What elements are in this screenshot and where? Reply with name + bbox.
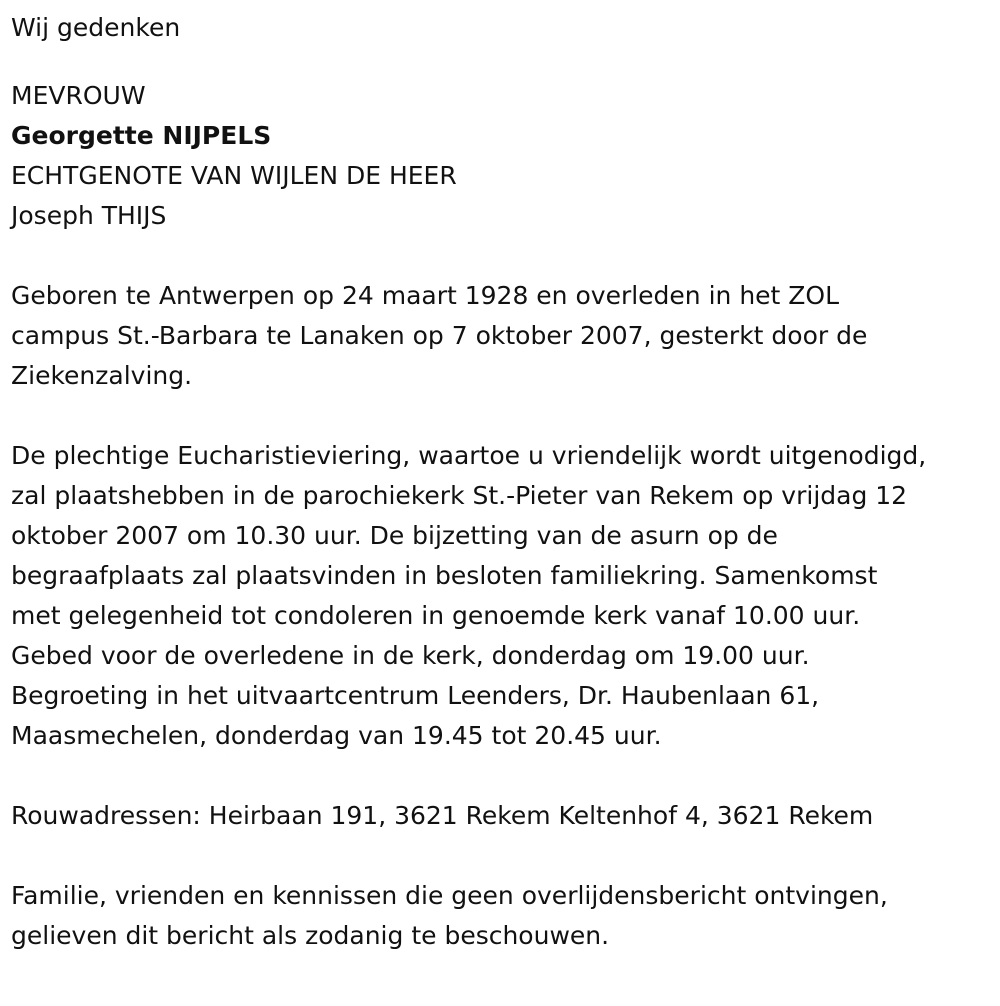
spacer	[11, 48, 990, 76]
deceased-name: Georgette NIJPELS	[11, 121, 272, 150]
ceremony-paragraph	[11, 436, 990, 756]
paragraph-line: campus St.-Barbara te Lanaken op 7 oktober 2007, gesterkt door de	[11, 321, 868, 350]
paragraph-line: gelieven dit bericht als zodanig te beschouwen.	[11, 921, 610, 950]
spacer	[11, 236, 990, 276]
spacer	[11, 836, 990, 876]
honorific-title: MEVROUW	[11, 81, 146, 110]
spacer	[11, 756, 990, 796]
paragraph-line: Gebed voor de overledene in de kerk, donderdag om 19.00 uur.	[11, 641, 810, 670]
paragraph-line: met gelegenheid tot condoleren in genoemde kerk vanaf 10.00 uur.	[11, 601, 861, 630]
mourning-addresses: Rouwadressen: Heirbaan 191, 3621 Rekem Keltenhof 4, 3621 Rekem	[11, 801, 874, 830]
spouse-name: Joseph THIJS	[11, 201, 167, 230]
paragraph-line: Ziekenzalving.	[11, 361, 193, 390]
paragraph-line: begraafplaats zal plaatsvinden in besloten familiekring. Samenkomst	[11, 561, 878, 590]
birth-death-paragraph	[11, 276, 990, 396]
paragraph-line: zal plaatshebben in de parochiekerk St.-Pieter van Rekem op vrijdag 12	[11, 481, 908, 510]
paragraph-line: Maasmechelen, donderdag van 19.45 tot 20.45 uur.	[11, 721, 662, 750]
paragraph-line: oktober 2007 om 10.30 uur. De bijzetting van de asurn op de	[11, 521, 778, 550]
relation-text: ECHTGENOTE VAN WIJLEN DE HEER	[11, 161, 457, 190]
paragraph-line: Geboren te Antwerpen op 24 maart 1928 en overleden in het ZOL	[11, 281, 840, 310]
spacer	[11, 396, 990, 436]
paragraph-line: Begroeting in het uitvaartcentrum Leenders, Dr. Haubenlaan 61,	[11, 681, 820, 710]
closing-paragraph	[11, 876, 990, 956]
paragraph-line: De plechtige Eucharistieviering, waartoe u vriendelijk wordt uitgenodigd,	[11, 441, 927, 470]
paragraph-line: Familie, vrienden en kennissen die geen overlijdensbericht ontvingen,	[11, 881, 888, 910]
intro-text: Wij gedenken	[11, 13, 181, 42]
